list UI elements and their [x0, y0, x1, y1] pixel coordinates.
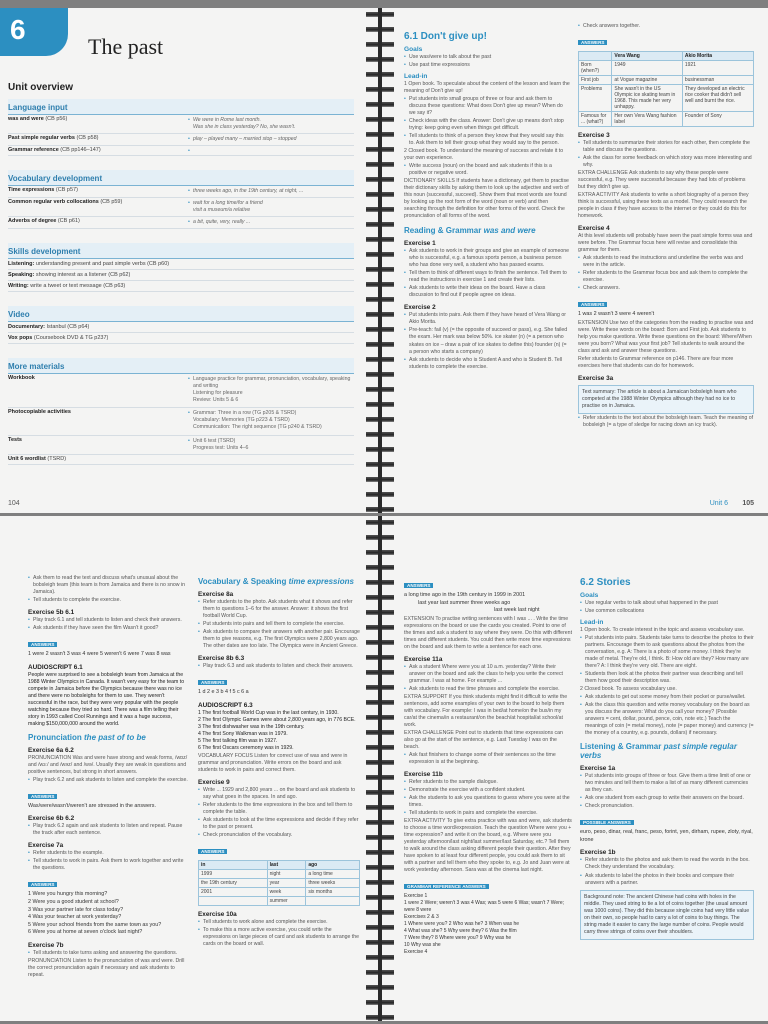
possible-answers-text: euro, peso, dinar, real, franc, peso, forint, yen, dirham, rupee, zloty, riyal, krone — [580, 829, 753, 843]
exercise-step: • Put students into groups of three or four. Give them a time limit of one or two minutes and tell them to make a list of as many different currencies as they can. — [585, 773, 754, 794]
section-heading — [580, 742, 754, 760]
exercise-intro: At this level students will probably have seen the past simple forms was and were before. The Grammar focus here will revise and consolidate this grammar for them. — [578, 233, 753, 254]
exercise-step: • Refer students to the sample dialogue. — [409, 779, 572, 786]
row-label: Past simple regular verbs — [8, 135, 75, 142]
extra-activity-note: EXTRA ACTIVITY Ask students to write a short biography of a person they think is successful, using these texts as a model. They could research the people in class if they have access to the internet or they could do this for homework. — [578, 192, 749, 220]
video-row — [8, 322, 354, 333]
exercise-heading: Exercise 8b 6.3 — [198, 655, 245, 663]
skill-row — [8, 270, 354, 281]
exercise-step: • To make this a more active exercise, you could write the expressions on large pieces of card and ask students to arrange the cards on the board or wall. — [203, 927, 360, 948]
overview-row — [8, 198, 354, 217]
leadin-step: • Tell students to think of a person they know that they would say this to. Ask them to tell their group what they would say to the person. — [409, 133, 570, 147]
table-header-row — [579, 52, 754, 61]
exercise-step: • Ask students to read the instructions and underline the verbs was and were in the article. — [583, 255, 754, 269]
skill-text: understanding present and past simple verbs (CB p60) — [35, 261, 170, 268]
table-header: Akio Morita — [682, 52, 753, 61]
exercise-step: • Ask the class for some feedback on which story was more interesting and why. — [583, 155, 754, 169]
exercise-step: • Check answers. — [583, 285, 754, 292]
table-cell: year — [267, 878, 306, 887]
possible-answers-tag: POSSIBLE ANSWERS — [580, 820, 634, 825]
materials-label: Workbook — [8, 375, 35, 382]
exercise-step: • Put students into pairs. Ask them if they have heard of Vera Wang or Akio Morita. — [409, 312, 570, 326]
table-header: ago — [306, 860, 360, 869]
extra-challenge-note: EXTRA CHALLENGE Point out to students that time expressions can also go at the start of the sentence, e.g. Last Tuesday I was on the beach. — [404, 729, 563, 750]
video-heading: Video — [8, 306, 354, 322]
row-notes: • three weeks ago, in the 19th century, at night, ... — [193, 188, 354, 195]
goal-item: • Use was/were to talk about the past — [409, 54, 570, 61]
extra-challenge-note: EXTRA CHALLENGE Ask students to say why these people were successful, e.g. They were successful because they had lots of problems but they didn't give up. — [578, 170, 746, 191]
exercise-heading: Exercise 3 — [578, 132, 610, 140]
table-cell: three weeks — [306, 878, 360, 887]
answers-text: 1 Were you hungry this morning? 2 Were you a good student at school? 3 Was your partner late for class today? 4 Was your teacher at work yesterday? 5 Were your school friends from the same town as you? 6 Were you at home at seven o'clock last night? — [28, 891, 162, 936]
exercise-step: • Ask students to write their ideas on the board. Have a class discussion to find out if people agree on ideas. — [409, 285, 570, 299]
exercise-step: • Write ... 1929 and 2,800 years ... on the board and ask students to say what goes in the spaces. In and ago. — [203, 787, 360, 801]
answers-tag: ANSWERS — [28, 882, 57, 887]
table-cell: First job — [579, 76, 612, 85]
leadin-step: • Put students into pairs. Students take turns to describe the photos to their partners. Encourage them to ask questions about the photos from the conversation, e.g. A: There is a photo of some money. I think they're made of metal. They're old, I think. B: How old are they? How many are there? A: I think they're very old. There are eight. — [585, 635, 754, 670]
exercise-heading: Exercise 7a — [28, 842, 64, 850]
overview-row — [8, 186, 354, 198]
goals-heading: Goals — [404, 46, 423, 53]
check-answers-step: • Check answers together. — [583, 23, 754, 30]
video-label: Vox pops — [8, 335, 33, 342]
exercise-heading: Exercise 10a — [198, 910, 237, 918]
materials-row — [8, 436, 354, 455]
spread-lesson-pages — [0, 516, 768, 1021]
table-cell: Born (when?) — [579, 61, 612, 76]
materials-notes: • Language practice for grammar, pronunciation, vocabulary, speaking and writing Listening for pleasure Review: Units 5 & 6 — [193, 376, 354, 405]
answers-text: 1 were 2 wasn't 3 was 4 were 5 weren't 6 were 7 was 8 was — [28, 651, 171, 658]
audioscript-text: 1 The first football World Cup was in the last century, in 1930. 2 The first Olympic Games were about 2,800 years ago, in 776 BCE. 3 The first dishwasher was in the 19th century. 4 The first Sony Walkman was in 1979. 5 The first talking film was in 1927. 6 The first Oscars ceremony was in 1929. — [198, 709, 356, 751]
section-title: Pronunciation — [28, 732, 82, 742]
exercise-step: • Ask one student from each group to write their answers on the board. — [585, 795, 754, 802]
table-cell: night — [267, 869, 306, 878]
answers-line: last year last summer three weeks ago — [418, 599, 511, 606]
page-107 — [388, 516, 768, 1021]
exercise-step: • Ask students to look at the time expressions and decide if they refer to the past or present. — [203, 817, 360, 831]
answers-text: Was/were/wasn't/weren't are stressed in the answers. — [28, 802, 156, 809]
leadin-step: 2 Closed book. To assess vocabulary use. — [580, 686, 677, 693]
extra-activity-note: EXTRA ACTIVITY To give extra practice with was and were, ask students to choose a time word/expression. Teach the question Where were you + time expression? and write it on the board, e.g. Where were you yesterday afternoon/last night/last summer/last Saturday, etc.? Tell them to walk around the class asking different people their question. After they have spoken to at least four different people, you could ask them to sit with a partner and tell them who they spoke to, e.g. Jo and Juan were at work yesterday afternoon. Sara was at the cinema last night. — [404, 818, 572, 874]
materials-label: Photocopiable activities — [8, 409, 71, 416]
row-label: Grammar reference — [8, 147, 59, 154]
audioscript-text: People were surprised to see a bobsleigh team from Jamaica at the 1988 Winter Olympics in Canada. It wasn't very easy for the team to compete in Jamaica before the Olympics because there was no ice and there were no bobsleighs for them to use. They weren't successful in the race, but they were very popular with the people watching because they tried so hard. There was a film telling their story in 1993 called Cool Runnings and it was a huge success, making $150,000,000 around the world. — [28, 671, 185, 727]
table-header — [579, 52, 612, 61]
table-cell: businessman — [682, 76, 753, 85]
table-row — [199, 878, 360, 887]
exercise-step: • Refer students to the Grammar focus box and ask them to complete the exercise. — [583, 270, 754, 284]
answers-line: last week last night — [494, 607, 540, 614]
leadin-step: • Ask students to get out some money from their pocket or purse/wallet. — [585, 694, 754, 701]
leadin-step: 1 Open book. To create interest in the topic and assess vocabulary use. — [580, 627, 745, 634]
goals-heading: Goals — [580, 592, 599, 599]
background-note-box: Background note: The ancient Chinese had coins with holes in the middle. They used string to tie a lot of coins together (the usual amount was 1000 coins). They did this because single coins had very little value on their own, so people had to carry a lot of coins to buy things. The string made it easier to carry the large number of coins. People would carry three strings of coins over their shoulders. — [580, 890, 754, 940]
table-cell — [199, 896, 268, 905]
leadin-step: • Ask the class this question and write money vocabulary on the board as you discuss the answers: What do you call your money? (Possible answers = cent, dollar, pound, pence, coin, note etc.) Teach the meanings of coin (= metal money), note (= paper money) and currency (= the money of a country, e.g. pounds, dollars) if necessary. — [585, 702, 754, 737]
lesson-title: 6.1 Don't give up! — [404, 31, 487, 42]
audioscript-heading: AUDIOSCRIPT 6.3 — [198, 701, 253, 709]
exercise-step: • Tell students to work alone and complete the exercise. — [203, 919, 360, 926]
exercise-step: • Play track 6.1 and tell students to listen and check their answers. — [33, 617, 188, 624]
extension-note: EXTENSION To practise writing sentences with I was ... . Write the time expressions on the board or use the cards you created. Point to one of the times and ask a student to say where they were. Do this with different times and different students. You could then write more time expressions on the board and ask them to write a sentence for each one. — [404, 615, 572, 650]
exercise-heading: Exercise 11a — [404, 655, 443, 663]
table-cell: at Vogue magazine — [612, 76, 682, 85]
row-label: Adverbs of degree — [8, 218, 57, 225]
answers-tag: ANSWERS — [198, 849, 227, 854]
leadin-step: • Students then look at the photos their partner was describing and tell them how good their description was. — [585, 671, 754, 685]
exercise-step: • Ask students to decide who is Student A and who is Student B. Tell students to complete the exercise. — [409, 357, 570, 371]
column-left — [404, 28, 570, 372]
spread-unit-overview — [0, 8, 768, 513]
exercise-step: • Tell students to summarize their stories for each other, then complete the table and discuss the questions. — [583, 140, 754, 154]
table-cell — [306, 896, 360, 905]
section-title: Reading & Grammar — [404, 226, 482, 236]
answers-tag: ANSWERS — [198, 680, 227, 685]
page-104 — [0, 8, 372, 513]
video-row — [8, 333, 354, 344]
audioscript-heading: AUDIOSCRIPT 6.1 — [28, 663, 83, 671]
exercise-heading: Exercise 1b — [580, 849, 616, 857]
overview-row — [8, 134, 354, 146]
column-right — [198, 574, 360, 949]
row-notes: • wait for a long time/for a friend visit a museum/a relative — [193, 200, 354, 214]
more-materials-heading: More materials — [8, 358, 354, 374]
exercise-heading: Exercise 6b 6.2 — [28, 815, 75, 823]
table-cell: a long time — [306, 869, 360, 878]
video-text: (Coursebook DVD & TG p237) — [33, 335, 109, 342]
row-ref: (CB pp146–147) — [60, 147, 101, 154]
row-notes: • We were in Rome last month. Was she in class yesterday? No, she wasn't. — [193, 117, 354, 131]
section-focus: past simple regular verbs — [580, 742, 737, 761]
leadin-heading: Lead-in — [404, 73, 428, 81]
skill-label: Listening: — [8, 261, 35, 268]
row-notes — [193, 148, 354, 153]
exercise-step: • Ask students to read the time phrases and complete the exercise. — [409, 686, 572, 693]
exercise-step: • Play track 6.2 and ask students to listen and complete the exercise. — [33, 777, 188, 784]
section-heading — [28, 733, 188, 742]
table-cell: She wasn't in the US Olympic ice skating team in 1968. This made her very unhappy. — [612, 85, 682, 112]
table-cell: the 19th century — [199, 878, 268, 887]
exercise-step: • Refer students to the photo. Ask students what it shows and refer them to questions 1–6 for the answer. Answer: it shows the first football World Cup. — [203, 599, 360, 620]
exercise-step: • Refer students to the photos and ask them to read the words in the box. Check they understand the vocabulary. — [585, 857, 754, 871]
answers-tag: ANSWERS — [28, 794, 57, 799]
answers-text: 1 d 2 e 3 b 4 f 5 c 6 a — [198, 689, 249, 696]
overview-row — [8, 115, 354, 134]
exercise-step: • Ask students to label the photos in their books and compare their answers with a partner. — [585, 873, 754, 887]
table-header: Vera Wang — [612, 52, 682, 61]
row-ref: (CB p57) — [55, 187, 78, 194]
table-row — [199, 896, 360, 905]
materials-row — [8, 408, 354, 436]
table-row — [199, 887, 360, 896]
overview-row — [8, 146, 354, 156]
leadin-step: 2 Closed book. To understand the meaning of success and relate it to your own experience. — [404, 148, 564, 162]
skill-text: write a tweet or text message (CB p63) — [30, 283, 126, 290]
table-cell: Famous for ... (what?) — [579, 112, 612, 127]
grammar-reference-tag: GRAMMAR REFERENCE ANSWERS — [404, 884, 489, 889]
answers-tag: ANSWERS — [28, 642, 57, 647]
materials-notes: (TSRD) — [47, 456, 67, 463]
row-notes: • a bit, quite, very, really ... — [193, 219, 354, 226]
grammar-reference-note: Refer students to Grammar reference on p146. There are four more exercises here that students can do for homework. — [578, 355, 734, 369]
exercise-step: • Ask the students to ask you questions to guess where you were at the times. — [409, 795, 572, 809]
answers-table — [578, 51, 754, 127]
row-ref: (CB p58) — [76, 135, 99, 142]
skill-row — [8, 259, 354, 270]
page-number: 104 — [8, 500, 20, 507]
table-row — [579, 85, 754, 112]
exercise-step: • Put students into pairs and tell them to complete the exercise. — [203, 621, 360, 628]
exercise-step: • Ask a student Where were you at 10 a.m. yesterday? Write their answer on the board and ask the class to help you write the correct grammar. I was at home. For example ... — [409, 664, 572, 685]
lesson-title: 6.2 Stories — [580, 577, 631, 588]
vocabulary-focus-note: VOCABULARY FOCUS Listen for correct use of was and were in grammar and pronunciation. Write errors on the board and ask students to work in pairs and correct them. — [198, 752, 348, 773]
exercise-step: • Check pronunciation of the vocabulary. — [203, 832, 360, 839]
page-106 — [0, 516, 372, 1021]
exercise-heading: Exercise 2 — [404, 304, 436, 312]
page-number: 105 — [742, 500, 754, 507]
exercise-heading: Exercise 3a — [578, 374, 614, 382]
table-cell: Her own Vera Wang fashion label — [612, 112, 682, 127]
column-left — [404, 574, 572, 956]
row-ref: (CB p59) — [100, 199, 123, 206]
row-label: Common regular verb collocations — [8, 199, 99, 206]
goal-item: • Use common collocations — [585, 608, 754, 615]
materials-label: Unit 6 wordlist — [8, 456, 46, 463]
exercise-step: • Ask students if they have seen the film Wasn't it good? — [33, 625, 188, 632]
table-header: last — [267, 860, 306, 869]
leadin-step: • Put students into small groups of three or four and ask them to discuss these questions: What does Don't give up mean? When do we say it? — [409, 96, 570, 117]
intro-step: • Ask them to read the text and discuss what's unusual about the bobsleigh team (this team is from Jamaica and there is no snow in Jamaica). — [33, 575, 188, 596]
row-notes: • play – played many – married stop – stopped — [193, 136, 354, 143]
table-cell: six months — [306, 887, 360, 896]
unit-label: Unit 6 — [709, 500, 728, 507]
exercise-step: • Tell students to take turns asking and answering the questions. — [33, 950, 188, 957]
materials-label: Tests — [8, 437, 22, 444]
exercise-heading: Exercise 4 — [578, 225, 610, 233]
section-title: Vocabulary & Speaking — [198, 577, 287, 586]
answers-tag: ANSWERS — [578, 40, 607, 45]
materials-row — [8, 455, 354, 465]
pronunciation-note: PRONUNCIATION Listen to the pronunciation of was and were. Drill the correct pronunciation again if necessary and ask students to repeat. — [28, 957, 185, 978]
exercise-step: • Refer students to the text about the bobsleigh team. Teach the meaning of bobsleigh (= a type of sledge for racing down an icy track). — [583, 415, 754, 429]
time-expressions-table — [198, 860, 360, 906]
row-ref: (CB p56) — [45, 116, 68, 122]
exercise-heading: Exercise 1a — [580, 765, 616, 773]
language-input-rows — [8, 115, 354, 156]
exercise-heading: Exercise 5b 6.1 — [28, 609, 75, 617]
skill-row — [8, 281, 354, 292]
unit-overview-heading: Unit overview — [8, 82, 74, 93]
table-cell: 1999 — [199, 869, 268, 878]
table-row — [199, 869, 360, 878]
table-cell: Problems — [579, 85, 612, 112]
leadin-step: • Check ideas with the class. Answer: Don't give up means don't stop trying: keep going even when things get difficult. — [409, 118, 570, 132]
table-header-row — [199, 860, 360, 869]
exercise-step: • Check pronunciation. — [585, 803, 754, 810]
extension-note: EXTENSION Use two of the categories from the reading to practise was and were. Write these words on the board: Born and First job. Ask students to help you make questions. Write these questions on the board: Where/When were you born? What was your first job? Tell students to walk around the class and ask and answer these questions. — [578, 319, 754, 354]
table-header: in — [199, 860, 268, 869]
overview-row — [8, 217, 354, 229]
table-cell: 2001 — [199, 887, 268, 896]
exercise-step: • Play track 6.2 again and ask students to listen and repeat. Pause the track after each sentence. — [33, 823, 188, 837]
extra-support-note: EXTRA SUPPORT If you think students might find it difficult to write the sentences, add some examples of your own to the board to help them with vocabulary. For example: I was in bed/at home/on the bus/in my car/at the cinema/in a restaurant/on the beach/at hospital/at school/at work. — [404, 693, 568, 728]
exercise-heading: Exercise 7b — [28, 941, 64, 949]
vocab-development-heading: Vocabulary development — [8, 170, 354, 186]
chapter-number-badge: 6 — [0, 8, 68, 56]
video-label: Documentary: — [8, 324, 45, 331]
exercise-step: • Demonstrate the exercise with a confident student. — [409, 787, 572, 794]
skill-label: Writing: — [8, 283, 29, 290]
column-right — [580, 574, 754, 940]
skill-label: Speaking: — [8, 272, 35, 279]
pronunciation-note: PRONUNCIATION Was and were have strong and weak forms, /wɒz/ and /wɜː/ and /wəz/ and /wə/. Usually they are weak in questions and positive sentences, but strong in short answers. — [28, 754, 188, 775]
table-cell: summer — [267, 896, 306, 905]
exercise-step: • Refer students to the example. — [33, 850, 188, 857]
answers-line: a long time ago in the 19th century in 1999 in 2001 — [404, 592, 526, 598]
table-cell: 1921 — [682, 61, 753, 76]
table-cell: Founder of Sony — [682, 112, 753, 127]
exercise-step: • Pre-teach: fail (v) (= the opposite of succeed or pass), e.g. She failed the exam. Her mark was below 50%. ice skater (n) (= a person who skates on ice – draw a pair of ice skates to define this) founder (n) (= a person who starts a company) — [409, 327, 570, 355]
leadin-step: 1 Open book. To speculate about the content of the lesson and learn the meaning of Don't give up! — [404, 81, 570, 95]
answers-text: 1 was 2 wasn't 3 were 4 weren't — [578, 311, 655, 318]
table-cell: 1949 — [612, 61, 682, 76]
exercise-step: • Play track 6.3 and ask students to listen and check their answers. — [203, 663, 360, 670]
column-left — [28, 574, 188, 980]
dictionary-skills-note: DICTIONARY SKILLS If students have a dictionary, get them to practise their dictionary skills by asking them to look up the adjective and verb of this noun (successful, succeed). Show them that most words are found by looking up the root form of the word (noun or verb) and then searching through the definition for other forms of the word. Check the pronunciation of all forms of the word. — [404, 178, 569, 220]
exercise-heading: Exercise 6a 6.2 — [28, 746, 74, 754]
exercise-step: • Tell students to work in pairs and complete the exercise. — [409, 810, 572, 817]
goal-item: • Use past time expressions — [409, 62, 570, 69]
intro-step: • Tell students to complete the exercise. — [33, 597, 188, 604]
page-title: The past — [88, 34, 164, 59]
vocab-development-rows — [8, 186, 354, 229]
table-row — [579, 61, 754, 76]
skills-development-heading: Skills development — [8, 243, 354, 259]
section-focus: the past of to be — [84, 732, 146, 742]
section-focus: time expressions — [288, 577, 354, 586]
section-title: Listening & Grammar — [580, 742, 662, 752]
section-heading — [198, 577, 360, 586]
table-row — [579, 112, 754, 127]
unit-overview — [8, 70, 354, 465]
language-input-heading: Language input — [8, 99, 354, 115]
exercise-heading: Exercise 1 — [404, 240, 436, 248]
answers-tag: ANSWERS — [578, 302, 607, 307]
column-right — [578, 22, 754, 430]
goal-item: • Use regular verbs to talk about what happened in the past — [585, 600, 754, 607]
page-105 — [388, 8, 768, 513]
materials-notes: • Grammar: Three in a row (TG p205 & TSRD) Vocabulary: Memories (TG p223 & TSRD) Communication: The right sequence (TG p240 & TSRD) — [193, 410, 354, 433]
exercise-step: • Ask students to compare their answers with another pair. Encourage them to give reasons, e.g. The first Olympics were 2,800 years ago. The other dates are too late. The Olympics were in Ancient Greece. — [203, 629, 360, 650]
leadin-heading: Lead-in — [580, 619, 604, 627]
exercise-step: • Ask fast finishers to change some of their sentences so the time expression is at the beginning. — [409, 752, 572, 766]
materials-notes: • Unit 6 test (TSRD) Progress test: Units 4–6 — [193, 438, 354, 452]
table-cell: They developed an electric rice cooker that didn't sell well and burnt the rice. — [682, 85, 753, 112]
text-summary-box: Text summary: The article is about a Jamaican bobsleigh team who competed at the 1988 Winter Olympics although they had no ice to practise on in Jamaica. — [578, 385, 754, 414]
exercise-heading: Exercise 11b — [404, 770, 443, 778]
skill-text: showing interest as a listener (CB p62) — [35, 272, 131, 279]
exercise-heading: Exercise 9 — [198, 778, 230, 786]
table-row — [579, 76, 754, 85]
row-label: was and were — [8, 116, 44, 122]
materials-row — [8, 374, 354, 408]
row-label: Time expressions — [8, 187, 55, 194]
exercise-step: • Refer students to the time expressions in the box and tell them to complete the table. — [203, 802, 360, 816]
exercise-heading: Exercise 8a — [198, 591, 234, 598]
answers-tag: ANSWERS — [404, 583, 433, 588]
video-text: Istanbul (CB p64) — [46, 324, 90, 331]
section-focus: was and were — [483, 226, 536, 236]
section-heading — [404, 226, 570, 235]
exercise-step: • Ask students to work in their groups and give an example of someone who is successful, e.g. a famous sports person, a business person who has done very well, a student who has passed exams. — [409, 248, 570, 269]
grammar-reference-answers: Exercise 1 1 were 2 Were; weren't 3 was 4 Was; was 5 were 6 Was; wasn't 7 Were; were 8 were Exercises 2 & 3 1 Where were you? 2 Who was he? 3 When was he 4 What was she? 5 Why were they? 6 Was the film 7 Were they? 8 Where were you? 9 Why was he 10 Why was she Exercise 4 — [404, 893, 565, 956]
table-cell: week — [267, 887, 306, 896]
exercise-step: • Tell students to work in pairs. Ask them to work together and write the questions. — [33, 858, 188, 872]
row-ref: (CB p61) — [57, 218, 80, 225]
leadin-step: • Write success (noun) on the board and ask students if this is a positive or negative word. — [409, 163, 570, 177]
exercise-step: • Tell them to think of different ways to finish the sentence. Tell them to read the instructions in exercise 1 and create their lists. — [409, 270, 570, 284]
